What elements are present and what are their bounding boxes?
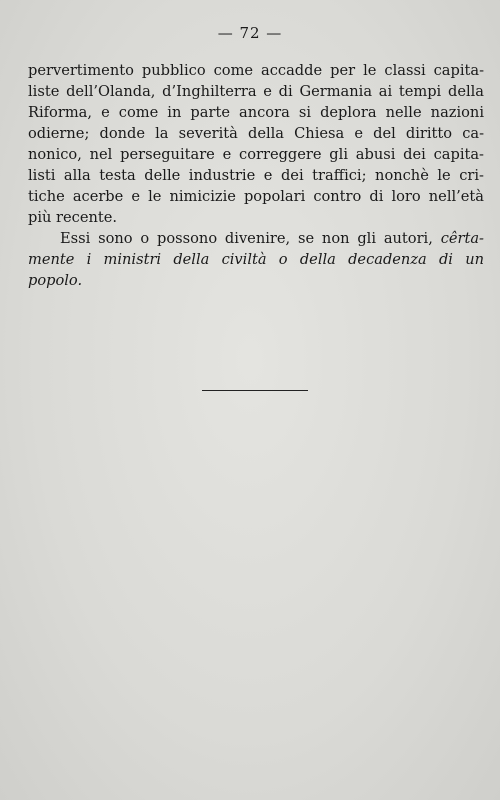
text-line: mente i ministri della civiltà o della decadenza di un: [28, 251, 484, 268]
text-line: Riforma, e come in parte ancora si deplora nelle nazioni: [28, 104, 484, 121]
text-line: odierne; donde la severità della Chiesa e del diritto ca-: [28, 125, 484, 142]
section-divider: [202, 390, 308, 391]
italic-segment: cêrta-: [440, 230, 484, 247]
page-number: — 72 —: [217, 24, 283, 42]
text-line: [28, 228, 484, 249]
text-line: pervertimento pubblico come accadde per le classi capita-: [28, 62, 484, 79]
text-line: popolo.: [28, 272, 83, 289]
text-line: nonico, nel perseguitare e correggere gli abusi dei capita-: [28, 146, 484, 163]
text-line: liste dell’Olanda, d’Inghilterra e di Germania ai tempi della: [28, 83, 484, 100]
text-line: tiche acerbe e le nimicizie popolari contro di loro nell’età: [28, 188, 484, 205]
text-line: più recente.: [28, 209, 118, 226]
body-text: [28, 60, 484, 291]
text-line: listi alla testa delle industrie e dei traffici; nonchè le cri-: [28, 167, 484, 184]
text-segment: Essi sono o possono divenire, se non gli autori,: [60, 230, 441, 247]
